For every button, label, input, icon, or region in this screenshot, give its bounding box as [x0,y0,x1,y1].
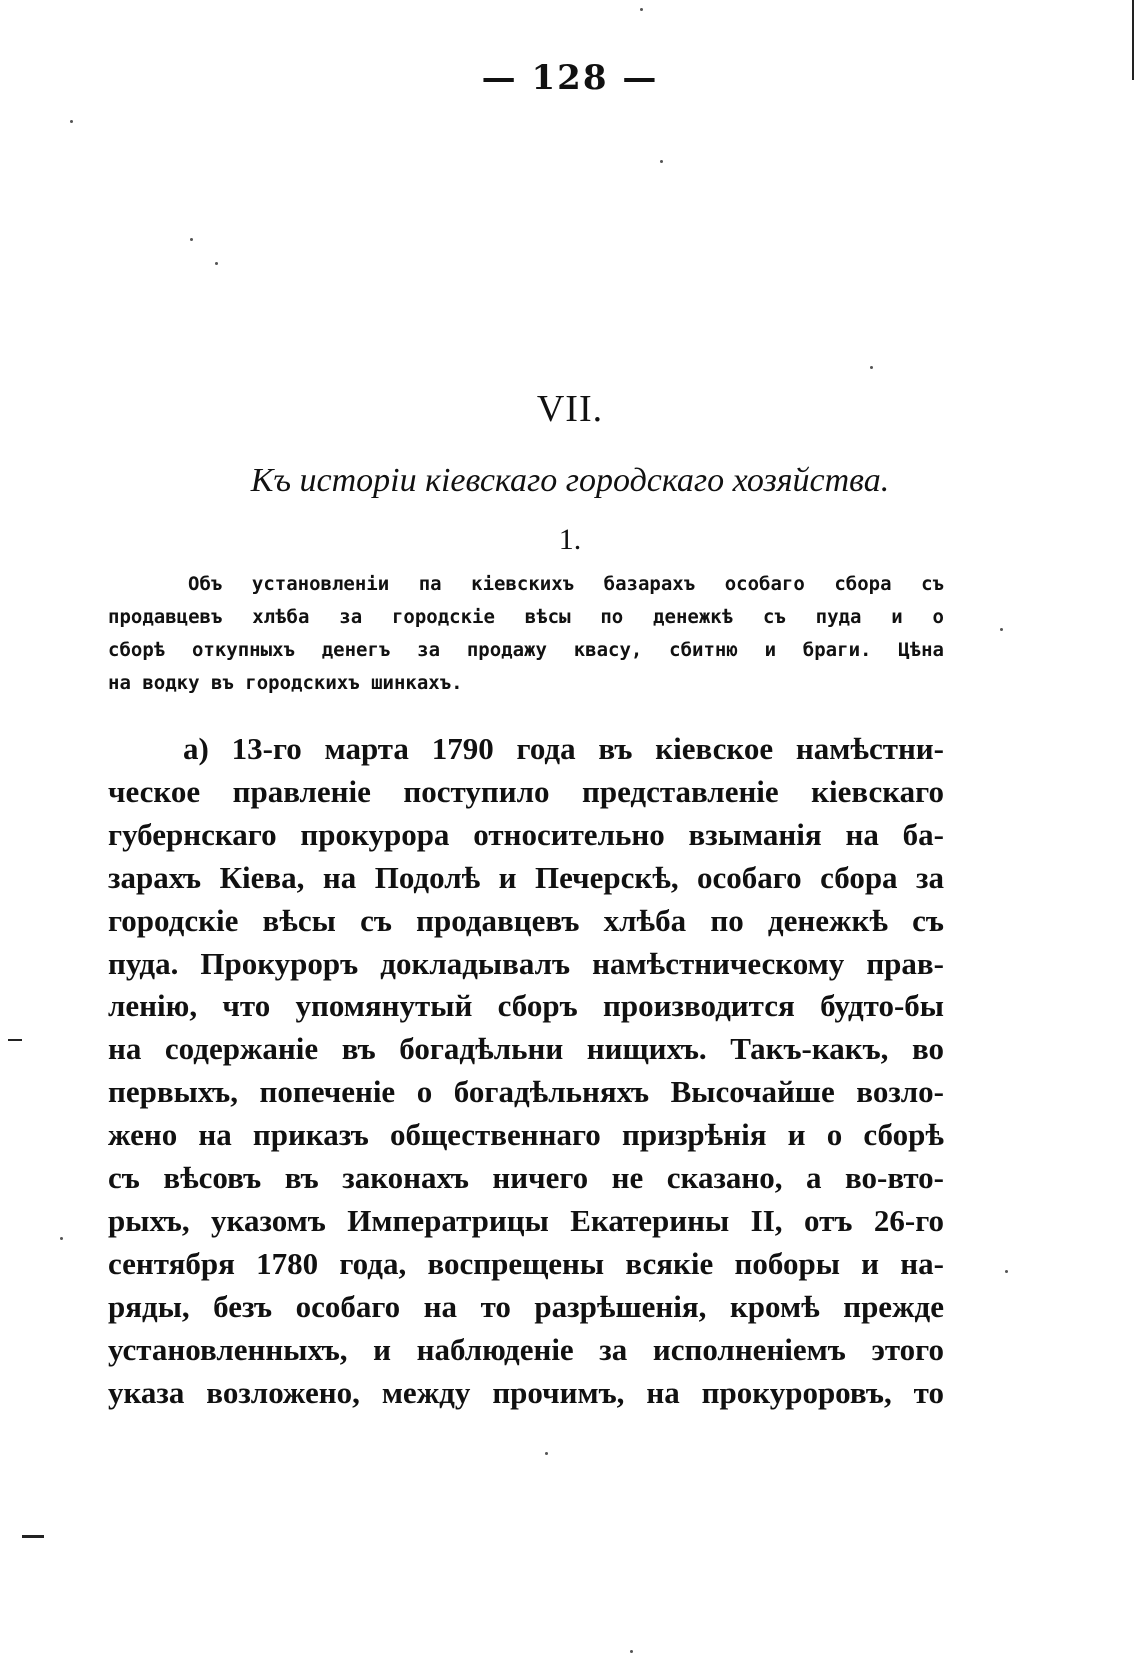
scan-speck [1005,1270,1008,1273]
body-line: ряды, безъ особаго на то разрѣшенія, кромѣ прежде [108,1288,944,1324]
summary-line: на водку въ городскихъ шинкахъ. [108,672,463,694]
body-line: городскіе вѣсы съ продавцевъ хлѣба по денежкѣ съ [108,902,944,938]
body-line: съ вѣсовъ въ законахъ ничего не сказано, а во-вто- [108,1160,944,1196]
scan-speck [190,238,193,241]
scan-speck [70,120,73,123]
body-line: указа возложено, между прочимъ, на прокуроровъ, то [108,1374,944,1410]
scan-speck [630,1650,633,1653]
section-number: 1. [558,523,582,556]
scan-speck [660,160,663,163]
scan-speck [545,1452,548,1455]
scan-speck [1000,628,1003,631]
body-line: установленныхъ, и наблюденіе за исполненіемъ этого [108,1331,944,1367]
scan-edge-line [1132,0,1134,80]
scan-speck [215,262,218,265]
summary-line: продавцевъ хлѣба за городскіе вѣсы по денежкѣ съ пуда и о [108,606,944,628]
page-number: — 128 — [481,58,659,98]
body-line: зарахъ Кіева, на Подолѣ и Печерскѣ, особаго сбора за [108,859,944,895]
section-summary [108,568,944,700]
summary-line: сборѣ откупныхъ денегъ за продажу квасу, сбитню и браги. Цѣна [108,639,944,661]
body-line: пуда. Прокуроръ докладывалъ намѣстническому прав- [108,945,944,981]
body-line: ческое правленіе поступило представленіе кіевскаго [108,773,944,809]
body-line: а) 13-го марта 1790 года въ кіевское намѣстни- [183,731,944,766]
scan-mark [8,1039,22,1041]
body-line: ленію, что упомянутый сборъ производится будто-бы [108,988,944,1024]
body-paragraph [108,728,944,1415]
summary-line: Объ установленіи па кіевскихъ базарахъ особаго сбора съ [188,573,944,595]
body-line: жено на приказъ общественнаго призрѣнія и о сборѣ [108,1117,944,1153]
body-line: на содержаніе въ богадѣльни нищихъ. Такъ-какъ, во [108,1031,944,1067]
chapter-title: Къ исторіи кіевскаго городскаго хозяйства. [250,462,890,499]
scan-mark [22,1535,44,1538]
scan-speck [60,1237,63,1240]
chapter-numeral: VII. [536,388,604,430]
body-line: рыхъ, указомъ Императрицы Екатерины II, отъ 26-го [108,1202,944,1238]
scan-speck [640,8,643,11]
body-line: сентября 1780 года, воспрещены всякіе поборы и на- [108,1245,944,1281]
scan-speck [870,366,873,369]
body-line: губернскаго прокурора относительно взыманія на ба- [108,816,944,852]
body-line: первыхъ, попеченіе о богадѣльняхъ Высочайше возло- [108,1074,944,1110]
